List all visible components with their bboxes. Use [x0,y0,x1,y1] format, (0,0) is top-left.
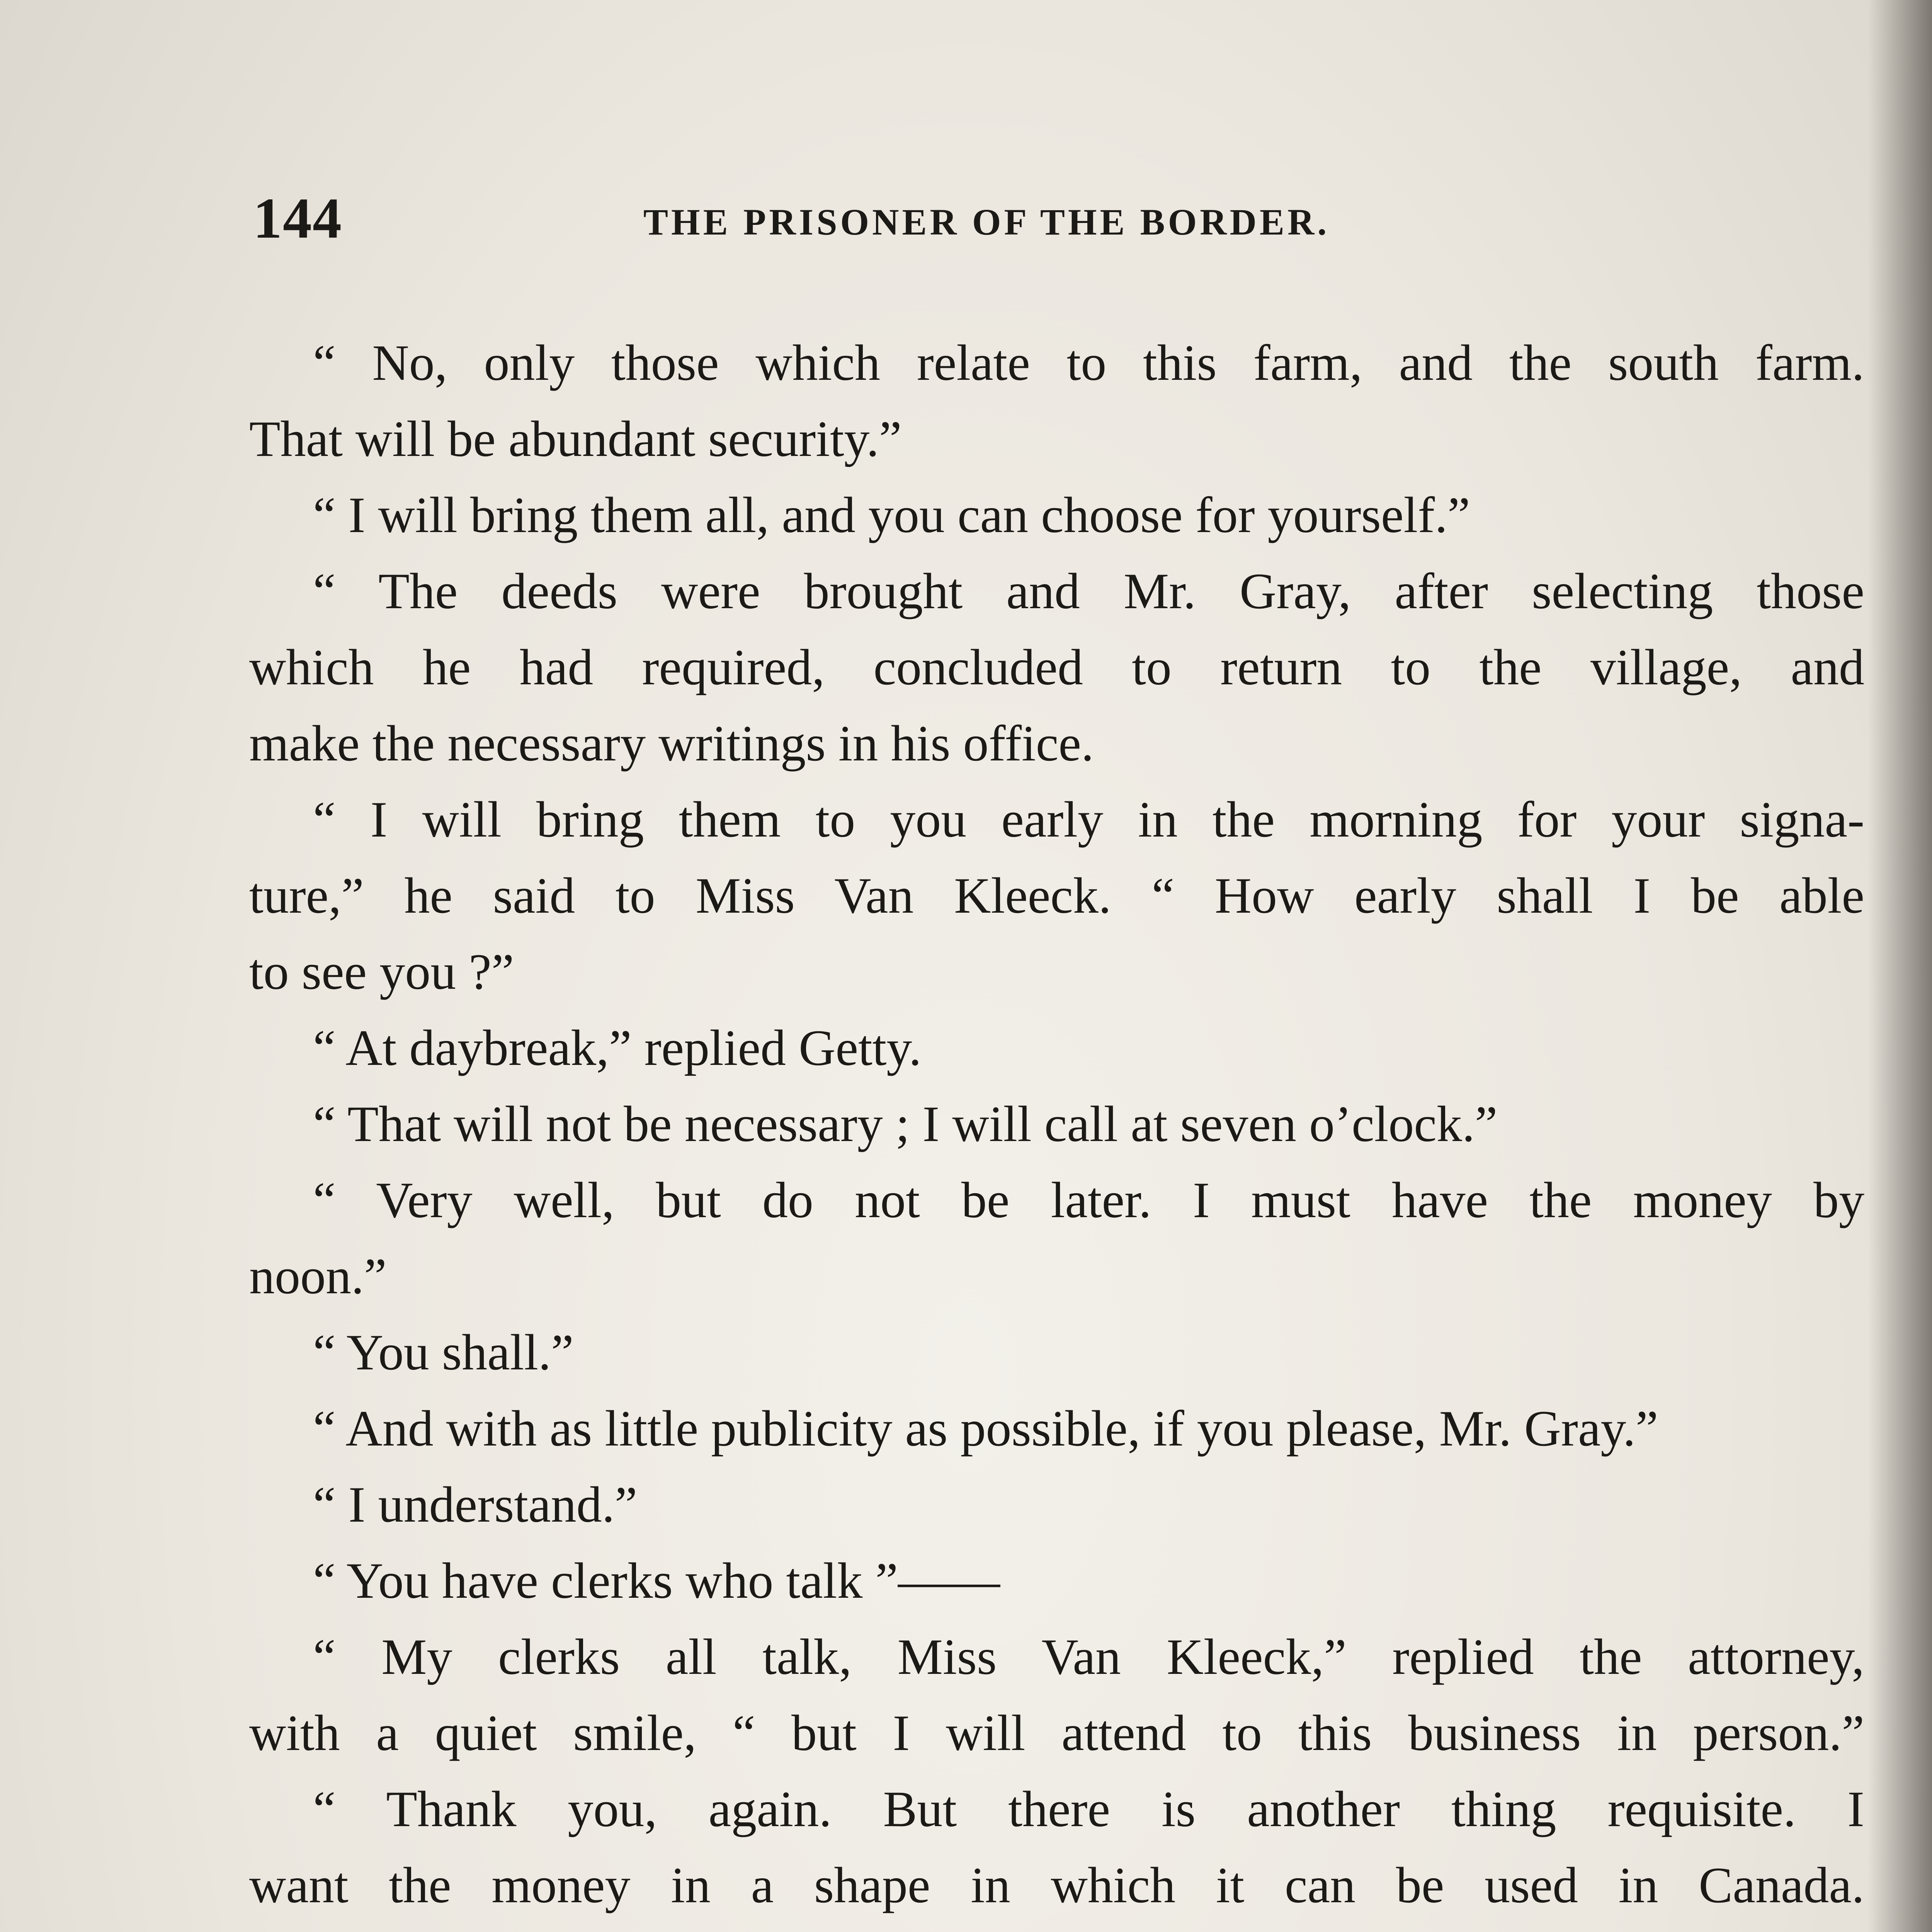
text-line: to see you ?” [249,943,514,1000]
text-line: make the necessary writings in his office. [249,715,1094,772]
running-title: THE PRISONER OF THE BORDER. [643,201,1330,243]
text-line: “ The deeds were brought and Mr. Gray, after selecting those [313,563,1864,619]
text-line: “ No, only those which relate to this farm, and the south farm. [313,334,1864,391]
text-line [249,1923,1864,1932]
text-line: noon.” [249,1248,387,1304]
text-line: “ I will bring them all, and you can choose for yourself.” [313,486,1470,543]
text-line: “ You have clerks who talk ”—— [313,1552,1000,1609]
text-line: “ My clerks all talk, Miss Van Kleeck,” replied the attorney, [313,1628,1864,1685]
text-line: “ Very well, but do not be later. I must have the money by [313,1172,1864,1228]
text-line: “ I understand.” [313,1476,638,1533]
text-line: “ And with as little publicity as possible, if you please, Mr. Gray.” [313,1400,1658,1457]
text-line: “ At daybreak,” replied Getty. [313,1019,922,1076]
text-line: “ That will not be necessary ; I will call at seven o’clock.” [313,1095,1498,1152]
text-line: which he had required, concluded to return to the village, and [249,639,1864,696]
page-edge-shadow [1868,0,1932,1932]
text-line: want the money in a shape in which it can be used in Canada. [249,1857,1864,1913]
page-number: 144 [253,186,342,250]
text-line: with a quiet smile, “ but I will attend to this business in person.” [249,1704,1864,1761]
body-text [249,325,1864,1932]
text-line: “ Thank you, again. But there is another thing requisite. I [313,1781,1864,1837]
text-line: ture,” he said to Miss Van Kleeck. “ How early shall I be able [249,867,1864,924]
text-line: That will be abundant security.” [249,410,902,467]
page-header [253,182,1490,259]
text-line: “ You shall.” [313,1324,574,1381]
text-line: “ I will bring them to you early in the morning for your signa- [313,791,1864,848]
